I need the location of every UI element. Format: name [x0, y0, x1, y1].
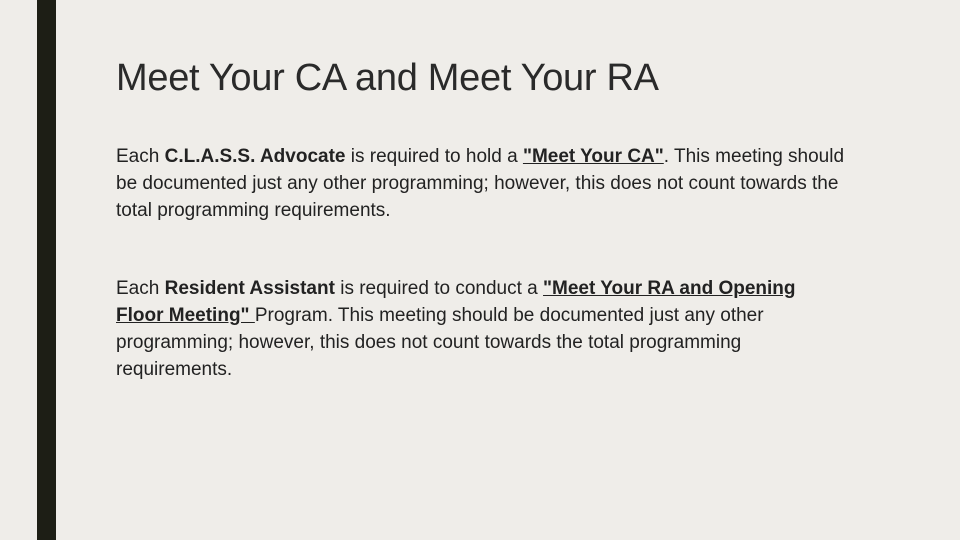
accent-bar	[37, 0, 56, 540]
paragraph-1-lead: Each	[116, 146, 165, 167]
paragraph-resident-assistant	[116, 275, 846, 383]
paragraph-2-tail: Program. This meeting should be documented just any other programming; however, this does not count towards the total programming requirements.	[116, 305, 764, 380]
paragraph-2-lead: Each	[116, 278, 165, 299]
paragraph-1-middle: is required to hold a	[345, 146, 523, 167]
paragraph-1-tail: . This meeting should be documented just any other programming; however, this does not count towards the total programming requirements.	[116, 146, 845, 221]
role-resident-assistant: Resident Assistant	[164, 278, 335, 299]
program-meet-your-ra: "Meet Your RA and Opening Floor Meeting"	[116, 278, 796, 326]
paragraph-2-middle: is required to conduct a	[334, 278, 544, 299]
paragraph-class-advocate	[116, 143, 846, 224]
program-meet-your-ca: "Meet Your CA"	[522, 146, 664, 167]
slide-title: Meet Your CA and Meet Your RA	[116, 57, 659, 99]
role-class-advocate: C.L.A.S.S. Advocate	[164, 146, 346, 167]
